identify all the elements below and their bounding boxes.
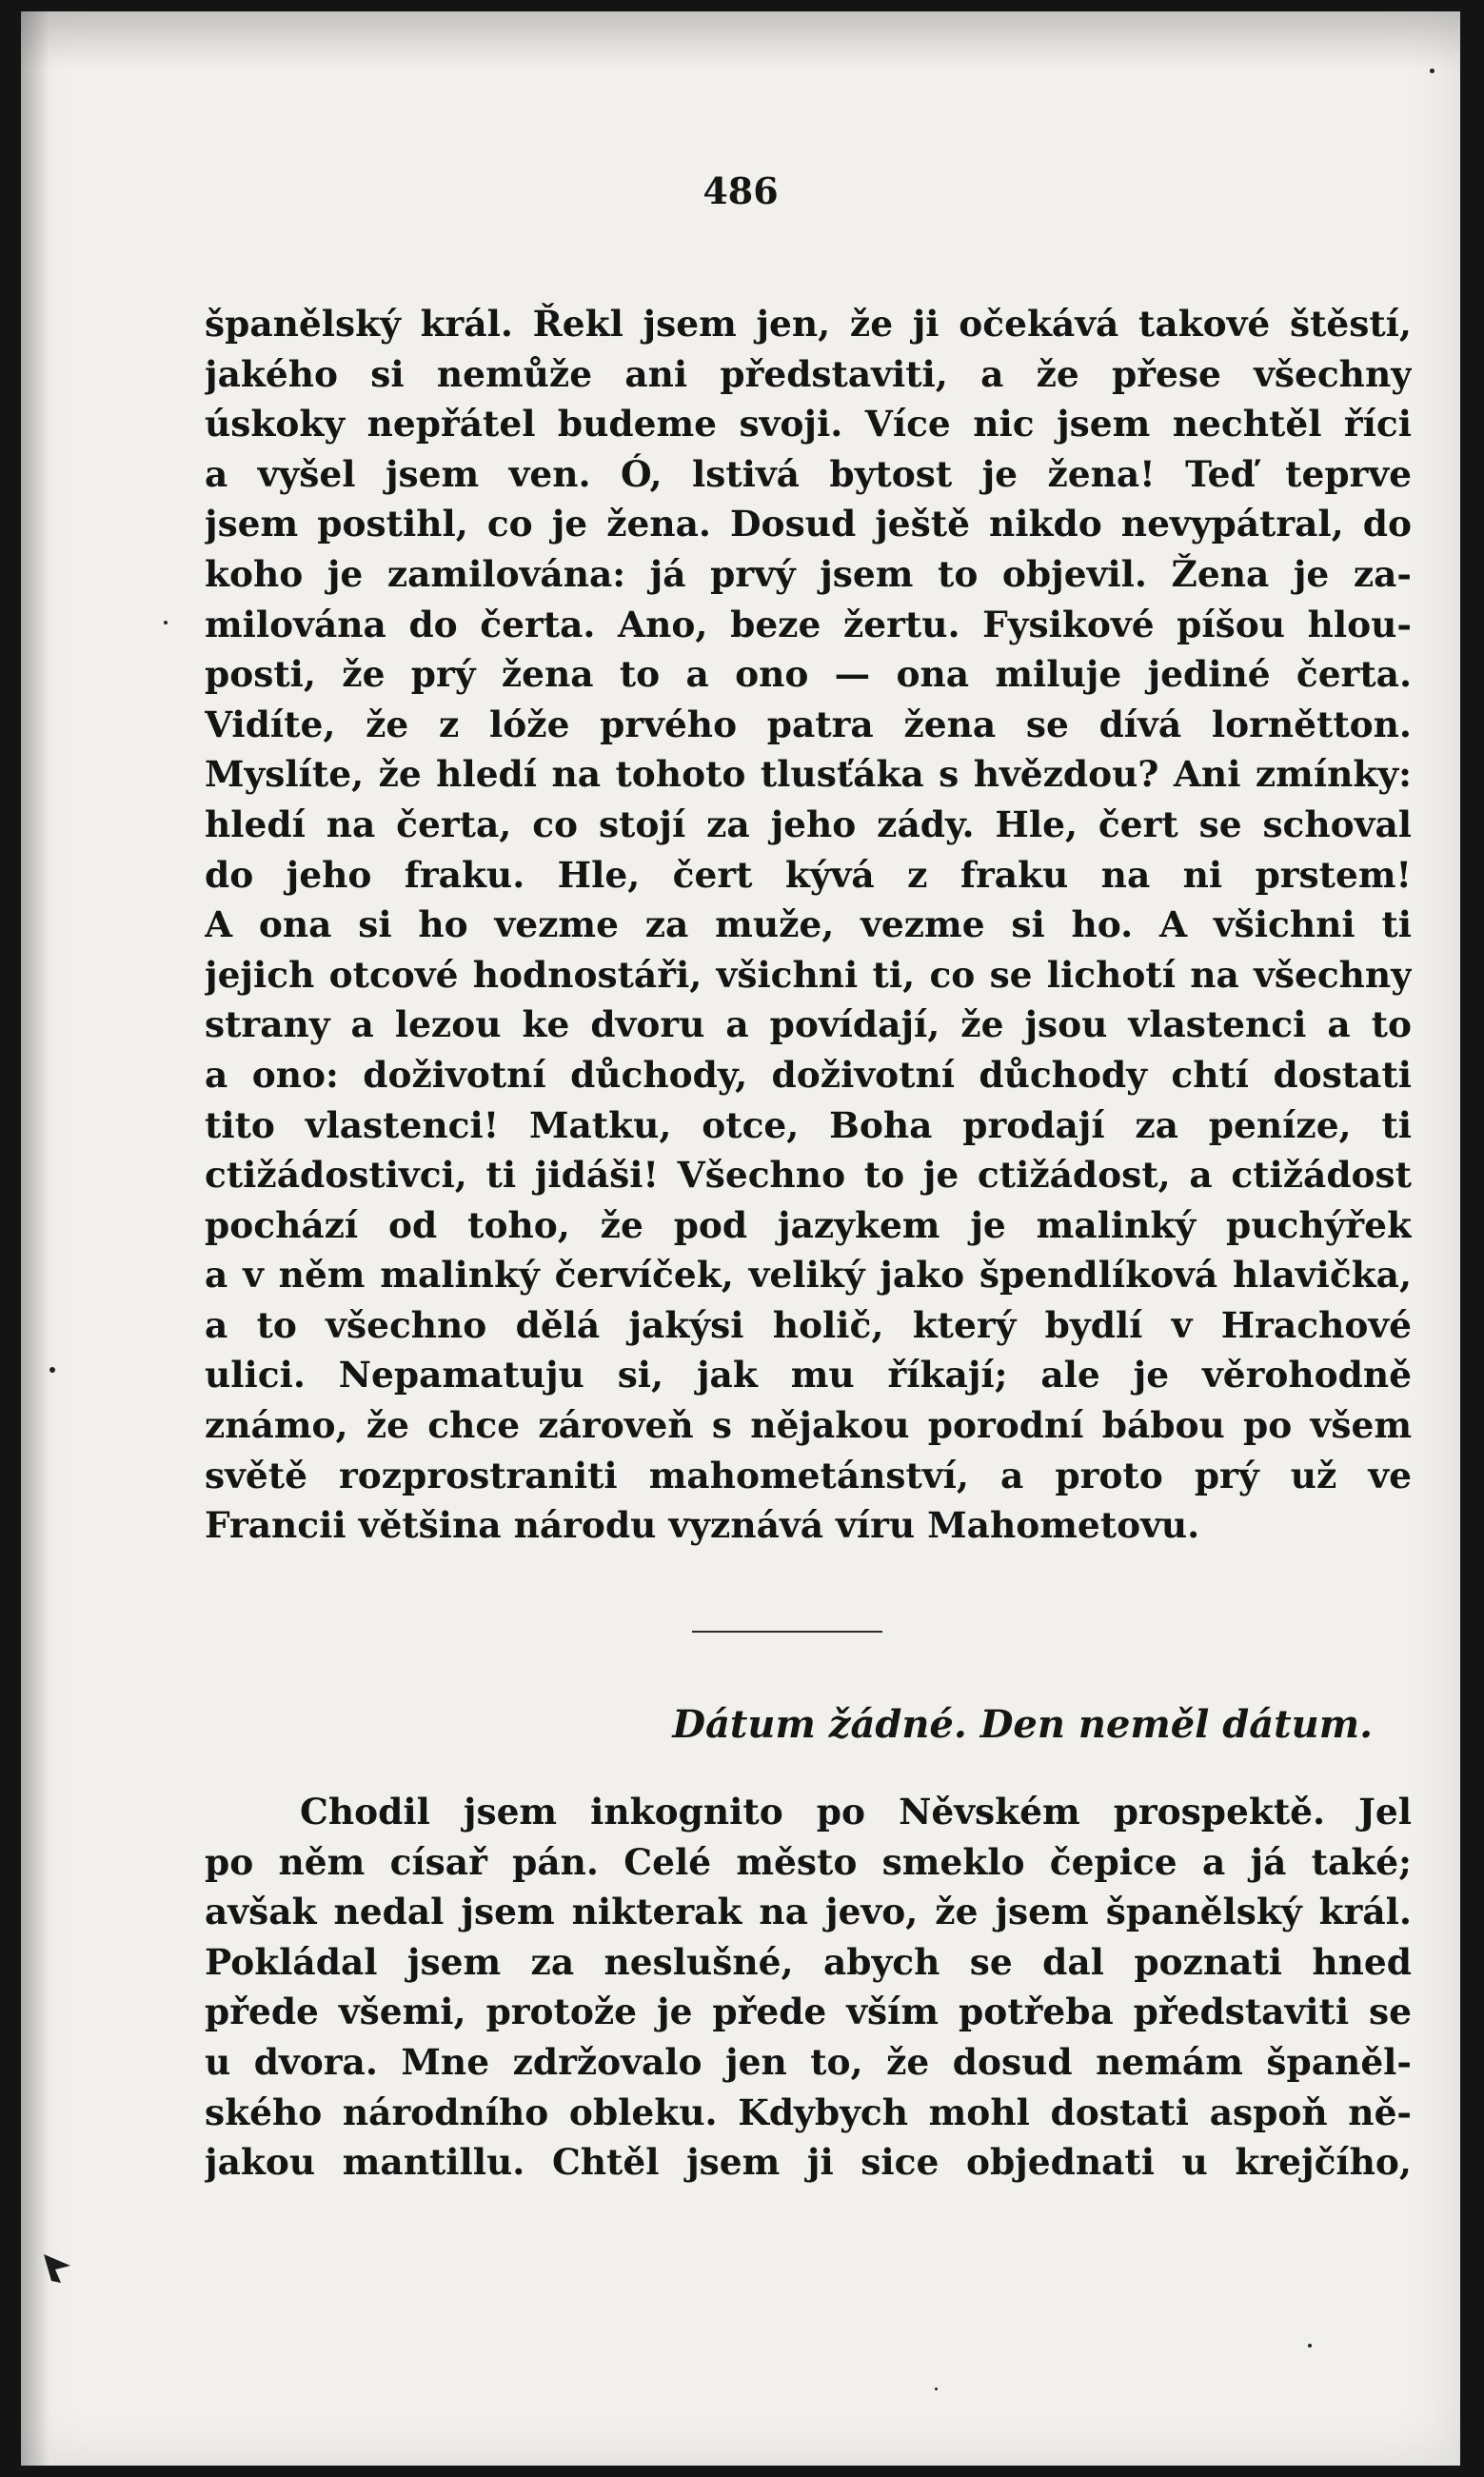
text-line: a to všechno dělá jakýsi holič, který bydlí v Hrachové: [205, 1303, 1412, 1346]
text-line: světě rozprostraniti mahometánství, a proto prý už ve: [205, 1454, 1412, 1496]
scan-speck: [935, 2388, 938, 2390]
page-number: 486: [702, 169, 779, 212]
page-edge-shadow-left: [21, 11, 49, 2466]
text-line: jsem postihl, co je žena. Dosud ještě nikdo nevypátral, do: [205, 503, 1412, 545]
text-line: posti, že prý žena to a ono — ona miluje jediné čerta.: [205, 653, 1412, 696]
text-line: pochází od toho, že pod jazykem je malinký puchýřek: [205, 1203, 1412, 1246]
paragraph-1: [205, 299, 1412, 1551]
text-line: Pokládal jsem za neslušné, abych se dal poznati hned: [205, 1940, 1412, 1983]
scan-speck: [49, 1367, 55, 1373]
section-divider: [692, 1631, 882, 1633]
scan-corner-mark: [42, 2249, 80, 2287]
text-line: jakého si nemůže ani představiti, a že přese všechny: [205, 352, 1412, 395]
text-line: španělský král. Řekl jsem jen, že ji očekává takové štěstí,: [205, 303, 1412, 345]
text-line: do jeho fraku. Hle, čert kývá z fraku na ni prstem!: [205, 853, 1412, 896]
text-line: Chodil jsem inkognito po Něvském prospektě. Jel: [300, 1791, 1412, 1833]
text-line: koho je zamilována: já prvý jsem to objevil. Žena je za-: [205, 552, 1412, 595]
text-line: ského národního obleku. Kdybych mohl dostati aspoň ně-: [205, 2091, 1412, 2133]
scan-speck: [1430, 69, 1435, 73]
text-line: strany a lezou ke dvoru a povídají, že jsou vlastenci a to: [205, 1003, 1412, 1046]
page-edge-shadow-top: [21, 11, 1460, 69]
section-heading: Dátum žádné. Den neměl dátum.: [672, 1702, 1373, 1747]
scan-speck: [164, 621, 168, 624]
text-line: úskoky nepřátel budeme svoji. Více nic jsem nechtěl říci: [205, 403, 1412, 446]
text-line: jejich otcové hodnostáři, všichni ti, co se lichotí na všechny: [205, 953, 1412, 996]
text-line: ulici. Nepamatuju si, jak mu říkají; ale je věrohodně: [205, 1354, 1412, 1397]
text-line: avšak nedal jsem nikterak na jevo, že jsem španělský král.: [205, 1891, 1412, 1933]
text-line: Vidíte, že z lóže prvého patra žena se dívá lornětton.: [205, 703, 1412, 745]
paragraph-2: [205, 1787, 1412, 2188]
text-line: a vyšel jsem ven. Ó, lstivá bytost je žena! Teď teprve: [205, 452, 1412, 495]
text-line: a v něm malinký červíček, veliký jako špendlíková hlavička,: [205, 1254, 1412, 1297]
text-line: A ona si ho vezme za muže, vezme si ho. A všichni ti: [205, 903, 1412, 946]
text-line: hledí na čerta, co stojí za jeho zády. Hle, čert se schoval: [205, 803, 1412, 845]
text-line: u dvora. Mne zdržovalo jen to, že dosud nemám španěl-: [205, 2040, 1412, 2083]
text-line: jakou mantillu. Chtěl jsem ji sice objednati u krejčího,: [205, 2141, 1412, 2184]
text-line: a ono: doživotní důchody, doživotní důchody chtí dostati: [205, 1053, 1412, 1096]
text-line: Francii většina národu vyznává víru Mahometovu.: [205, 1504, 1200, 1547]
book-page: [21, 11, 1460, 2466]
text-line: tito vlastenci! Matku, otce, Boha prodají za peníze, ti: [205, 1103, 1412, 1146]
text-line: ctižádostivci, ti jidáši! Všechno to je ctižádost, a ctižádost: [205, 1154, 1412, 1197]
text-line: Myslíte, že hledí na tohoto tlusťáka s hvězdou? Ani zmínky:: [205, 753, 1412, 796]
text-line: milována do čerta. Ano, beze žertu. Fysikové píšou hlou-: [205, 603, 1412, 645]
text-line: známo, že chce zároveň s nějakou porodní bábou po všem: [205, 1404, 1412, 1447]
text-line: po něm císař pán. Celé město smeklo čepice a já také;: [205, 1840, 1412, 1883]
text-line: přede všemi, protože je přede vším potřeba představiti se: [205, 1991, 1412, 2033]
scan-speck: [1308, 2344, 1312, 2348]
